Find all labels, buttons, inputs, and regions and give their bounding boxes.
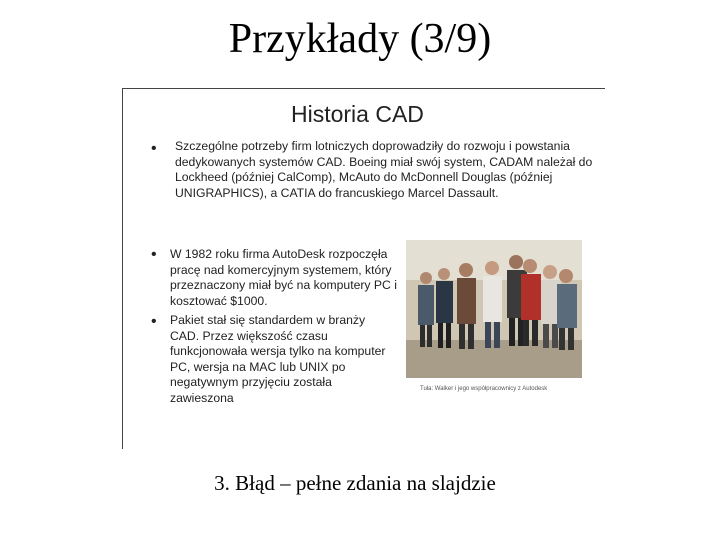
bullet-icon: • <box>151 246 157 263</box>
slide-title: Przykłady (3/9) <box>228 16 492 62</box>
group-photo-illustration <box>406 240 582 378</box>
bullet-text-3: Pakiet stał się standardem w branży CAD. Przez większość czasu funkcjonowała wersja tylko na komputer PC, wersja na MAC lub UNIX po negatywnym przyjęciu została zawieszona <box>170 313 386 405</box>
embedded-slide-image <box>122 88 605 449</box>
embedded-slide-title: Historia CAD <box>291 101 424 127</box>
photo-caption: Tuła: Walker i jego współpracownicy z Autodesk <box>420 386 548 392</box>
bullet-text-1: Szczególne potrzeby firm lotniczych doprowadziły do rozwoju i powstania dedykowanych systemów CAD. Boeing miał swój system, CADAM należał do Lockheed (później CalComp), McAuto do McDonnell Douglas (później UNIGRAPHICS), a CATIA do francuskiego Marcel Dassault. <box>175 139 593 200</box>
bullet-icon: • <box>151 313 157 330</box>
bullet-text-2: W 1982 roku firma AutoDesk rozpoczęła pracę nad komercyjnym systemem, który przeznaczony miał być na komputery PC i kosztować $1000. <box>170 247 397 308</box>
slide-footer-note: 3. Błąd – pełne zdania na slajdzie <box>214 471 496 495</box>
group-photo <box>406 240 582 378</box>
bullet-icon: • <box>151 140 157 157</box>
